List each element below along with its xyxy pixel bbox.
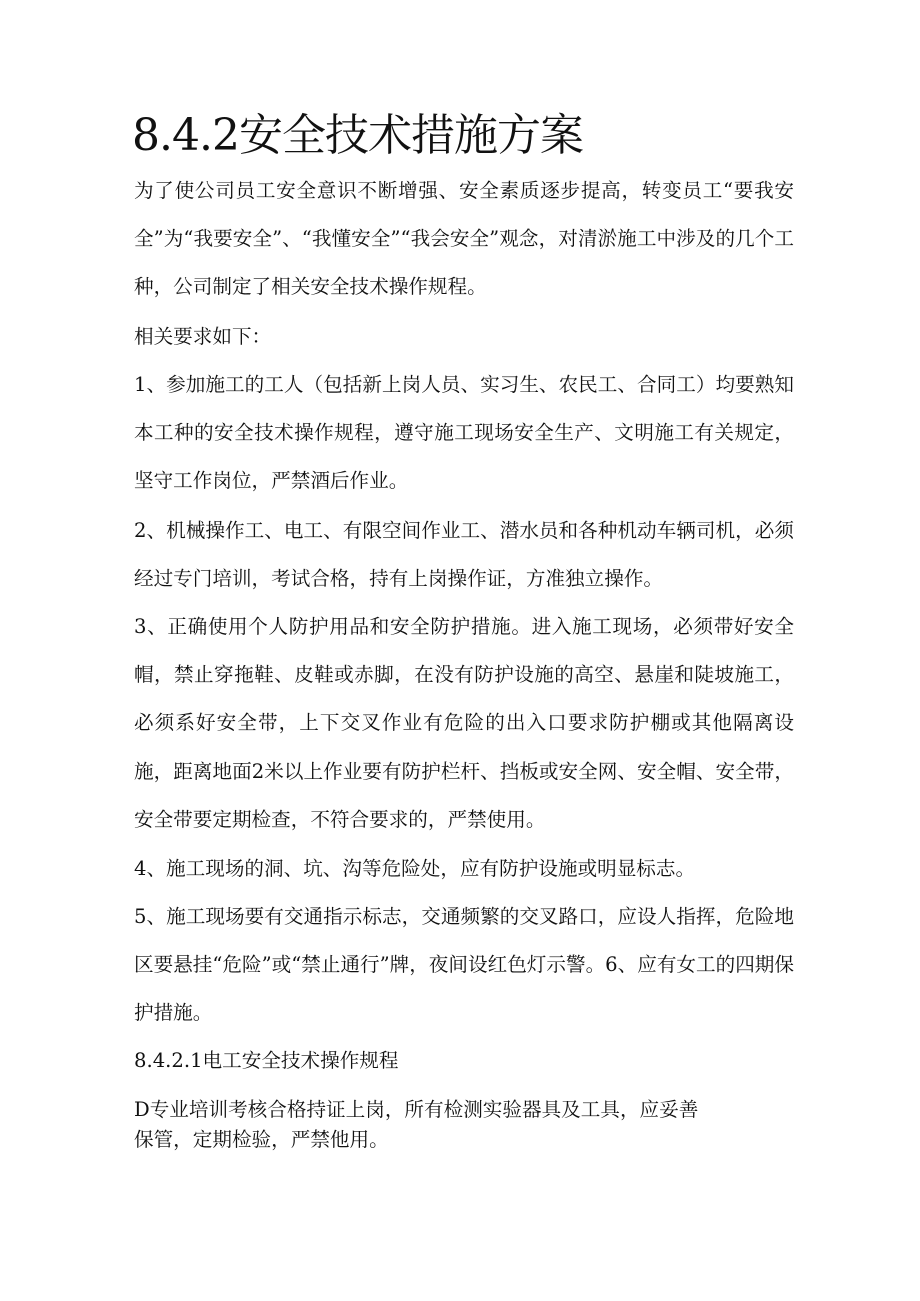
requirement-item-2: 2、机械操作工、电工、有限空间作业工、潜水员和各种机动车辆司机，必须经过专门培训，考试合格，持有上岗操作证，方准独立操作。 — [134, 519, 794, 591]
requirement-item-4: 4、施工现场的洞、坑、沟等危险处，应有防护设施或明显标志。 — [134, 857, 696, 880]
subsection-paragraph: D专业培训考核合格持证上岗，所有检测实验器具及工具，应妥善保管，定期检验，严禁他用。 — [134, 1098, 699, 1151]
requirement-item-1: 1、参加施工的工人（包括新上岗人员、实习生、农民工、合同工）均要熟知本工种的安全技术操作规程，遵守施工现场安全生产、文明施工有关规定，坚守工作岗位，严禁酒后作业。 — [134, 373, 794, 493]
requirement-item-3: 3、正确使用个人防护用品和安全防护措施。进入施工现场，必须带好安全帽，禁止穿拖鞋、皮鞋或赤脚，在没有防护设施的高空、悬崖和陡坡施工，必须系好安全带，上下交叉作业有危险的出入口要求防护棚或其他隔离设施，距离地面2米以上作业要有防护栏杆、挡板或安全网、安全帽、安全带，安全带要定期检查，不符合要求的，严禁使用。 — [134, 615, 794, 831]
subsection-heading: 8.4.2.1电工安全技术操作规程 — [134, 1049, 399, 1072]
intro-paragraph: 为了使公司员工安全意识不断增强、安全素质逐步提高，转变员工“要我安全”为“我要安全”、“我懂安全”“我会安全”观念，对清淤施工中涉及的几个工种，公司制定了相关安全技术操作规程。 — [134, 179, 794, 299]
section-heading: 8.4.2安全技术措施方案 — [132, 110, 583, 161]
requirement-item-5: 5、施工现场要有交通指示标志，交通频繁的交叉路口，应设人指挥，危险地区要悬挂“危险”或“禁止通行”牌，夜间设红色灯示警。6、应有女工的四期保护措施。 — [134, 905, 794, 1025]
requirements-label: 相关要求如下： — [134, 325, 272, 348]
